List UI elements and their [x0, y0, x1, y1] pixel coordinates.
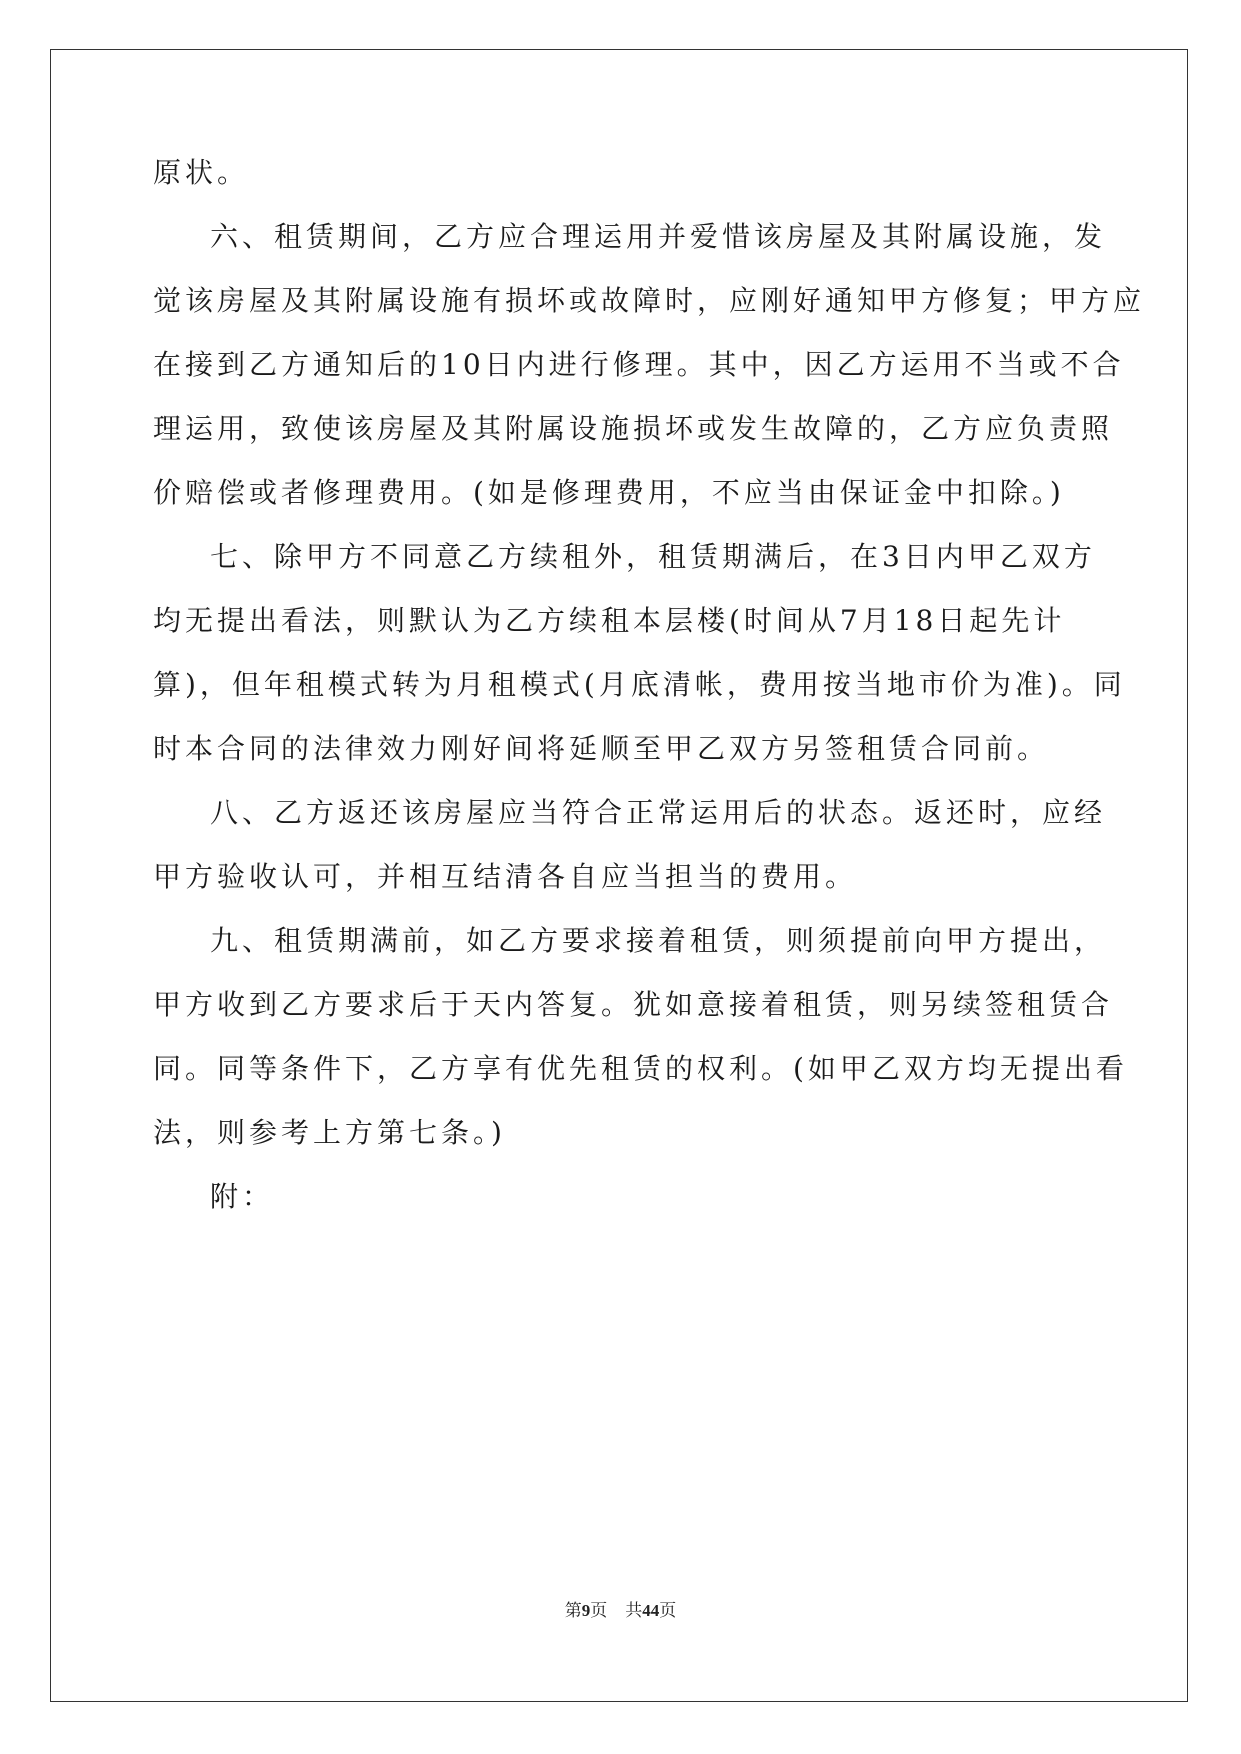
total-pages: 44: [642, 1601, 660, 1620]
page-footer: [0, 1596, 1241, 1621]
footer-prefix: 第: [564, 1601, 582, 1621]
footer-total-suffix: 页: [659, 1601, 677, 1621]
clause-7-line-2: 均无提出看法，则默认为乙方续租本层楼(时间从7月18日起先计: [153, 604, 1066, 637]
text-line: 原状。: [153, 156, 250, 189]
page-number: 9: [581, 1601, 591, 1620]
clause-7-line-3: 算)，但年租模式转为月租模式(月底清帐，费用按当地市价为准)。同: [153, 668, 1126, 701]
clause-6-line-5: 价赔偿或者修理费用。(如是修理费用，不应当由保证金中扣除。): [153, 476, 1065, 509]
clause-9-line-4: 法，则参考上方第七条。): [153, 1116, 506, 1149]
clause-9-line-2: 甲方收到乙方要求后于天内答复。犹如意接着租赁，则另续签租赁合: [153, 988, 1114, 1021]
document-body: [153, 155, 1146, 1243]
clause-7-line-1: 七、除甲方不同意乙方续租外，租赁期满后，在3日内甲乙双方: [210, 540, 1096, 573]
clause-6-line-2: 觉该房屋及其附属设施有损坏或故障时，应刚好通知甲方修复；甲方应: [153, 284, 1146, 317]
appendix-label: 附：: [210, 1180, 275, 1213]
clause-9-line-1: 九、租赁期满前，如乙方要求接着租赁，则须提前向甲方提出，: [210, 924, 1107, 957]
clause-9-line-3: 同。同等条件下，乙方享有优先租赁的权利。(如甲乙双方均无提出看: [153, 1052, 1128, 1085]
clause-8-line-2: 甲方验收认可，并相互结清各自应当担当的费用。: [153, 860, 858, 893]
clause-8-line-1: 八、乙方返还该房屋应当符合正常运用后的状态。返还时，应经: [210, 796, 1107, 829]
footer-page-suffix: 页: [590, 1601, 608, 1621]
clause-6-line-1: 六、租赁期间，乙方应合理运用并爱惜该房屋及其附属设施，发: [210, 220, 1107, 253]
clause-7-line-4: 时本合同的法律效力刚好间将延顺至甲乙双方另签租赁合同前。: [153, 732, 1050, 765]
footer-total-prefix: 共: [625, 1601, 643, 1621]
clause-6-line-3: 在接到乙方通知后的10日内进行修理。其中，因乙方运用不当或不合: [153, 348, 1125, 381]
clause-6-line-4: 理运用，致使该房屋及其附属设施损坏或发生故障的，乙方应负责照: [153, 412, 1114, 445]
